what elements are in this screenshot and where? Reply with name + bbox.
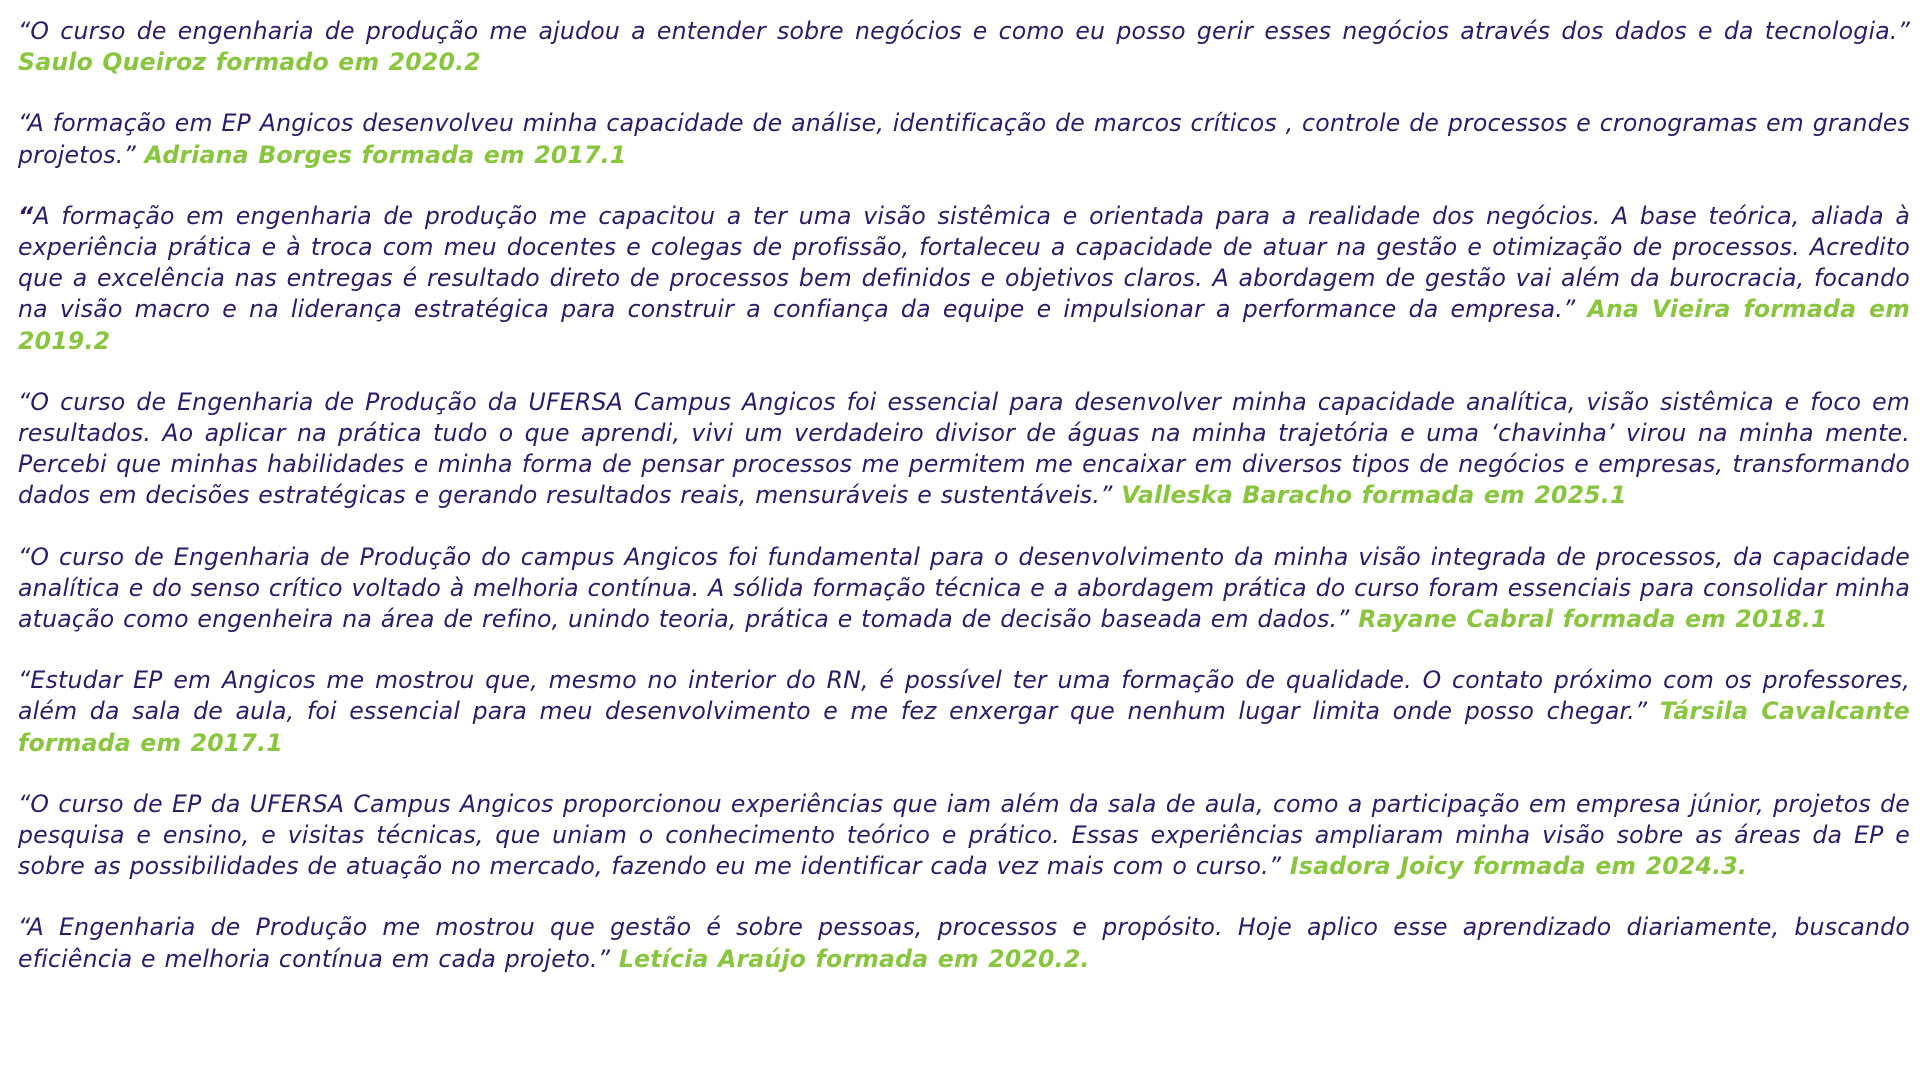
testimonial-quote: “O curso de engenharia de produção me ajudou a entender sobre negócios e como eu posso gerir esses negócios através dos dados e da tecnologia.” [18, 17, 1910, 45]
testimonial-ana-vieira [18, 201, 1910, 357]
testimonial-quote: “O curso de EP da UFERSA Campus Angicos proporcionou experiências que iam além da sala de aula, como a participação em empresa júnior, projetos de pesquisa e ensino, e visitas técnicas, que uniam o conhecimento teórico e prático. Essas experiências ampliaram minha visão sobre as áreas da EP e sobre as possibilidades de atuação no mercado, fazendo eu me identificar cada vez mais com o curso.” [18, 789, 1910, 881]
testimonial-quote: “Estudar EP em Angicos me mostrou que, mesmo no interior do RN, é possível ter uma formação de qualidade. O contato próximo com os professores, além da sala de aula, foi essencial para meu desenvolvimento e me fez enxergar que nenhum lugar limita onde posso chegar.” [18, 666, 1910, 726]
testimonial-author: Valleska Baracho formada em 2025.1 [1121, 481, 1627, 510]
testimonial-isadora-joicy [18, 789, 1910, 883]
testimonial-author: Adriana Borges formada em 2017.1 [144, 140, 627, 169]
testimonial-leticia-araujo [18, 912, 1910, 974]
testimonial-quote: “O curso de Engenharia de Produção do campus Angicos foi fundamental para o desenvolvimento da minha visão integrada de processos, da capacidade analítica e do senso crítico voltado à melhoria contínua. A sólida formação técnica e a abordagem prática do curso foram essenciais para consolidar minha atuação como engenheira na área de refino, unindo teoria, prática e tomada de decisão baseada em dados.” [18, 542, 1910, 634]
testimonial-author: Isadora Joicy formada em 2024.3. [1289, 852, 1748, 881]
testimonial-saulo-queiroz [18, 16, 1910, 78]
testimonial-tarsila-cavalcante [18, 665, 1910, 759]
testimonial-rayane-cabral [18, 542, 1910, 636]
testimonial-author: Ana Vieira formada em 2019.2 [18, 295, 1911, 355]
testimonial-quote: “A formação em EP Angicos desenvolveu minha capacidade de análise, identificação de marcos críticos , controle de processos e cronogramas em grandes projetos.” [18, 109, 1910, 169]
testimonial-author: Rayane Cabral formada em 2018.1 [1358, 605, 1828, 634]
testimonial-quote: A formação em engenharia de produção me capacitou a ter uma visão sistêmica e orientada para a realidade dos negócios. A base teórica, aliada à experiência prática e à troca com meu docentes e colegas de profissão, fortaleceu a capacidade de atuar na gestão e otimização de processos. Acredito que a excelência nas entregas é resultado direto de processos bem definidos e objetivos claros. A abordagem de gestão vai além da burocracia, focando na visão macro e na liderança estratégica para construir a confiança da equipe e impulsionar a performance da empresa.” [18, 201, 1910, 324]
testimonial-quote: “A Engenharia de Produção me mostrou que gestão é sobre pessoas, processos e propósito. Hoje aplico esse aprendizado diariamente, buscando eficiência e melhoria contínua em cada projeto.” [18, 913, 1910, 973]
testimonial-open-quote-mark: “ [18, 201, 34, 230]
testimonial-adriana-borges [18, 108, 1910, 170]
testimonial-author: Saulo Queiroz formado em 2020.2 [18, 48, 481, 77]
testimonial-quote: “O curso de Engenharia de Produção da UFERSA Campus Angicos foi essencial para desenvolver minha capacidade analítica, visão sistêmica e foco em resultados. Ao aplicar na prática tudo o que aprendi, vivi um verdadeiro divisor de águas na minha trajetória e uma ‘chavinha’ virou na minha mente. Percebi que minhas habilidades e minha forma de pensar processos me permitem me encaixar em diversos tipos de negócios e empresas, transformando dados em decisões estratégicas e gerando resultados reais, mensuráveis e sustentáveis.” [18, 387, 1910, 510]
testimonial-author: Letícia Araújo formada em 2020.2. [618, 944, 1090, 973]
testimonial-author: Társila Cavalcante formada em 2017.1 [18, 697, 1910, 757]
testimonial-valleska-baracho [18, 387, 1910, 512]
